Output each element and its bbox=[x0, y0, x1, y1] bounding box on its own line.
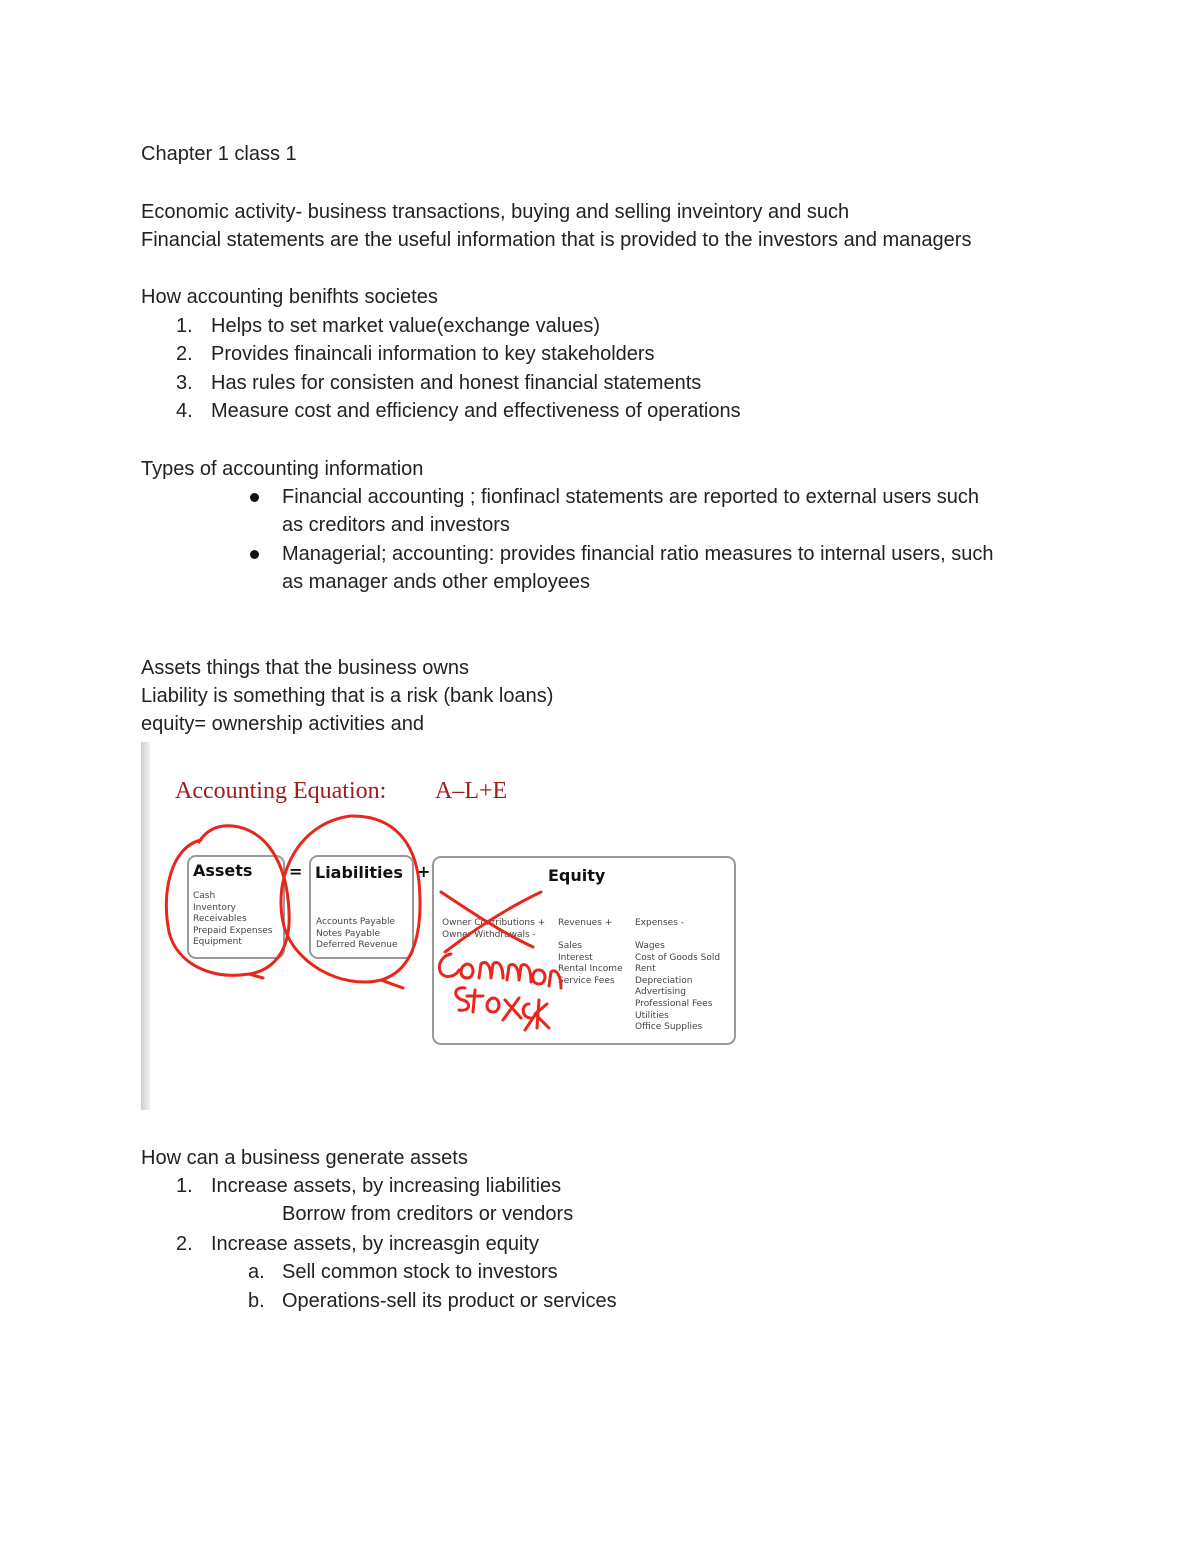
expense-item: Cost of Goods Sold bbox=[635, 952, 721, 963]
figure-formula: A–L+E bbox=[435, 778, 508, 804]
sublist-letter: a. bbox=[248, 1261, 265, 1283]
intro-line: Economic activity- business transactions, buying and selling inveintory and such bbox=[141, 201, 850, 223]
figure-title: Accounting Equation: bbox=[175, 778, 387, 804]
hand-annotations bbox=[141, 742, 741, 1110]
expense-item: Rent bbox=[635, 964, 656, 975]
list-number: 1. bbox=[176, 315, 193, 337]
document-title: Chapter 1 class 1 bbox=[141, 143, 297, 165]
assets-item: Inventory bbox=[193, 902, 236, 913]
expense-item: Professional Fees bbox=[635, 999, 713, 1009]
expense-item: Office Supplies bbox=[635, 1022, 703, 1033]
intro-line: Financial statements are the useful information that is provided to the investors and managers bbox=[141, 229, 972, 251]
list-number: 4. bbox=[176, 400, 193, 422]
generate-heading: How can a business generate assets bbox=[141, 1147, 468, 1169]
assets-item: Prepaid Expenses bbox=[193, 925, 273, 936]
list-item: Has rules for consisten and honest financial statements bbox=[211, 372, 702, 394]
benefits-heading: How accounting benifhts societes bbox=[141, 286, 438, 308]
owner-item: Owner Contributions + bbox=[442, 918, 546, 928]
owner-item: Owner Withdrawals - bbox=[442, 929, 536, 940]
list-item-continued: as manager ands other employees bbox=[282, 571, 590, 593]
revenue-item: Interest bbox=[558, 952, 593, 963]
types-heading: Types of accounting information bbox=[141, 458, 424, 480]
liabilities-item: Notes Payable bbox=[316, 928, 380, 939]
definition-line: equity= ownership activities and bbox=[141, 713, 424, 735]
plus-sign: + bbox=[417, 862, 431, 881]
bullet-dot bbox=[250, 493, 259, 502]
assets-item: Cash bbox=[193, 891, 216, 901]
assets-circle-annotation bbox=[166, 826, 289, 978]
list-item: Managerial; accounting: provides financial ratio measures to internal users, such bbox=[282, 543, 994, 565]
definition-line: Liability is something that is a risk (bank loans) bbox=[141, 685, 554, 707]
revenue-item: Service Fees bbox=[558, 975, 615, 986]
definition-line: Assets things that the business owns bbox=[141, 657, 469, 679]
assets-heading: Assets bbox=[193, 861, 253, 880]
liabilities-item: Deferred Revenue bbox=[316, 940, 398, 951]
bullet-dot bbox=[250, 550, 259, 559]
list-item: Helps to set market value(exchange values) bbox=[211, 315, 601, 337]
list-item: Financial accounting ; fionfinacl statements are reported to external users such bbox=[282, 486, 980, 508]
expense-item: Advertising bbox=[635, 987, 686, 998]
list-number: 3. bbox=[176, 372, 193, 394]
liabilities-circle-annotation bbox=[281, 816, 420, 988]
list-item-note: Borrow from creditors or vendors bbox=[282, 1203, 574, 1225]
list-number: 1. bbox=[176, 1175, 193, 1197]
sublist-item: Sell common stock to investors bbox=[282, 1261, 558, 1283]
list-item: Measure cost and efficiency and effectiveness of operations bbox=[211, 400, 741, 422]
list-item-continued: as creditors and investors bbox=[282, 514, 510, 536]
list-number: 2. bbox=[176, 343, 193, 365]
handwritten-note-annotation bbox=[439, 954, 561, 1030]
expense-item: Depreciation bbox=[635, 975, 693, 986]
liabilities-item: Accounts Payable bbox=[316, 917, 396, 927]
assets-item: Receivables bbox=[193, 914, 247, 925]
liabilities-heading: Liabilities bbox=[315, 863, 403, 882]
revenue-item: Rental Income bbox=[558, 964, 623, 975]
accounting-equation-figure bbox=[141, 742, 741, 1110]
list-item: Provides finaincali information to key stakeholders bbox=[211, 343, 655, 365]
list-number: 2. bbox=[176, 1233, 193, 1255]
cross-out-annotation bbox=[441, 892, 541, 952]
expense-item: Wages bbox=[635, 941, 665, 951]
expenses-heading: Expenses - bbox=[635, 918, 684, 928]
revenues-heading: Revenues + bbox=[558, 918, 613, 928]
sublist-letter: b. bbox=[248, 1290, 265, 1312]
revenue-item: Sales bbox=[558, 941, 582, 951]
sublist-item: Operations-sell its product or services bbox=[282, 1290, 617, 1312]
list-item: Increase assets, by increasgin equity bbox=[211, 1233, 539, 1255]
assets-item: Equipment bbox=[193, 937, 242, 948]
equals-sign: = bbox=[289, 862, 303, 881]
expense-item: Utilities bbox=[635, 1010, 669, 1021]
equity-heading: Equity bbox=[548, 866, 606, 885]
list-item: Increase assets, by increasing liabilities bbox=[211, 1175, 562, 1197]
